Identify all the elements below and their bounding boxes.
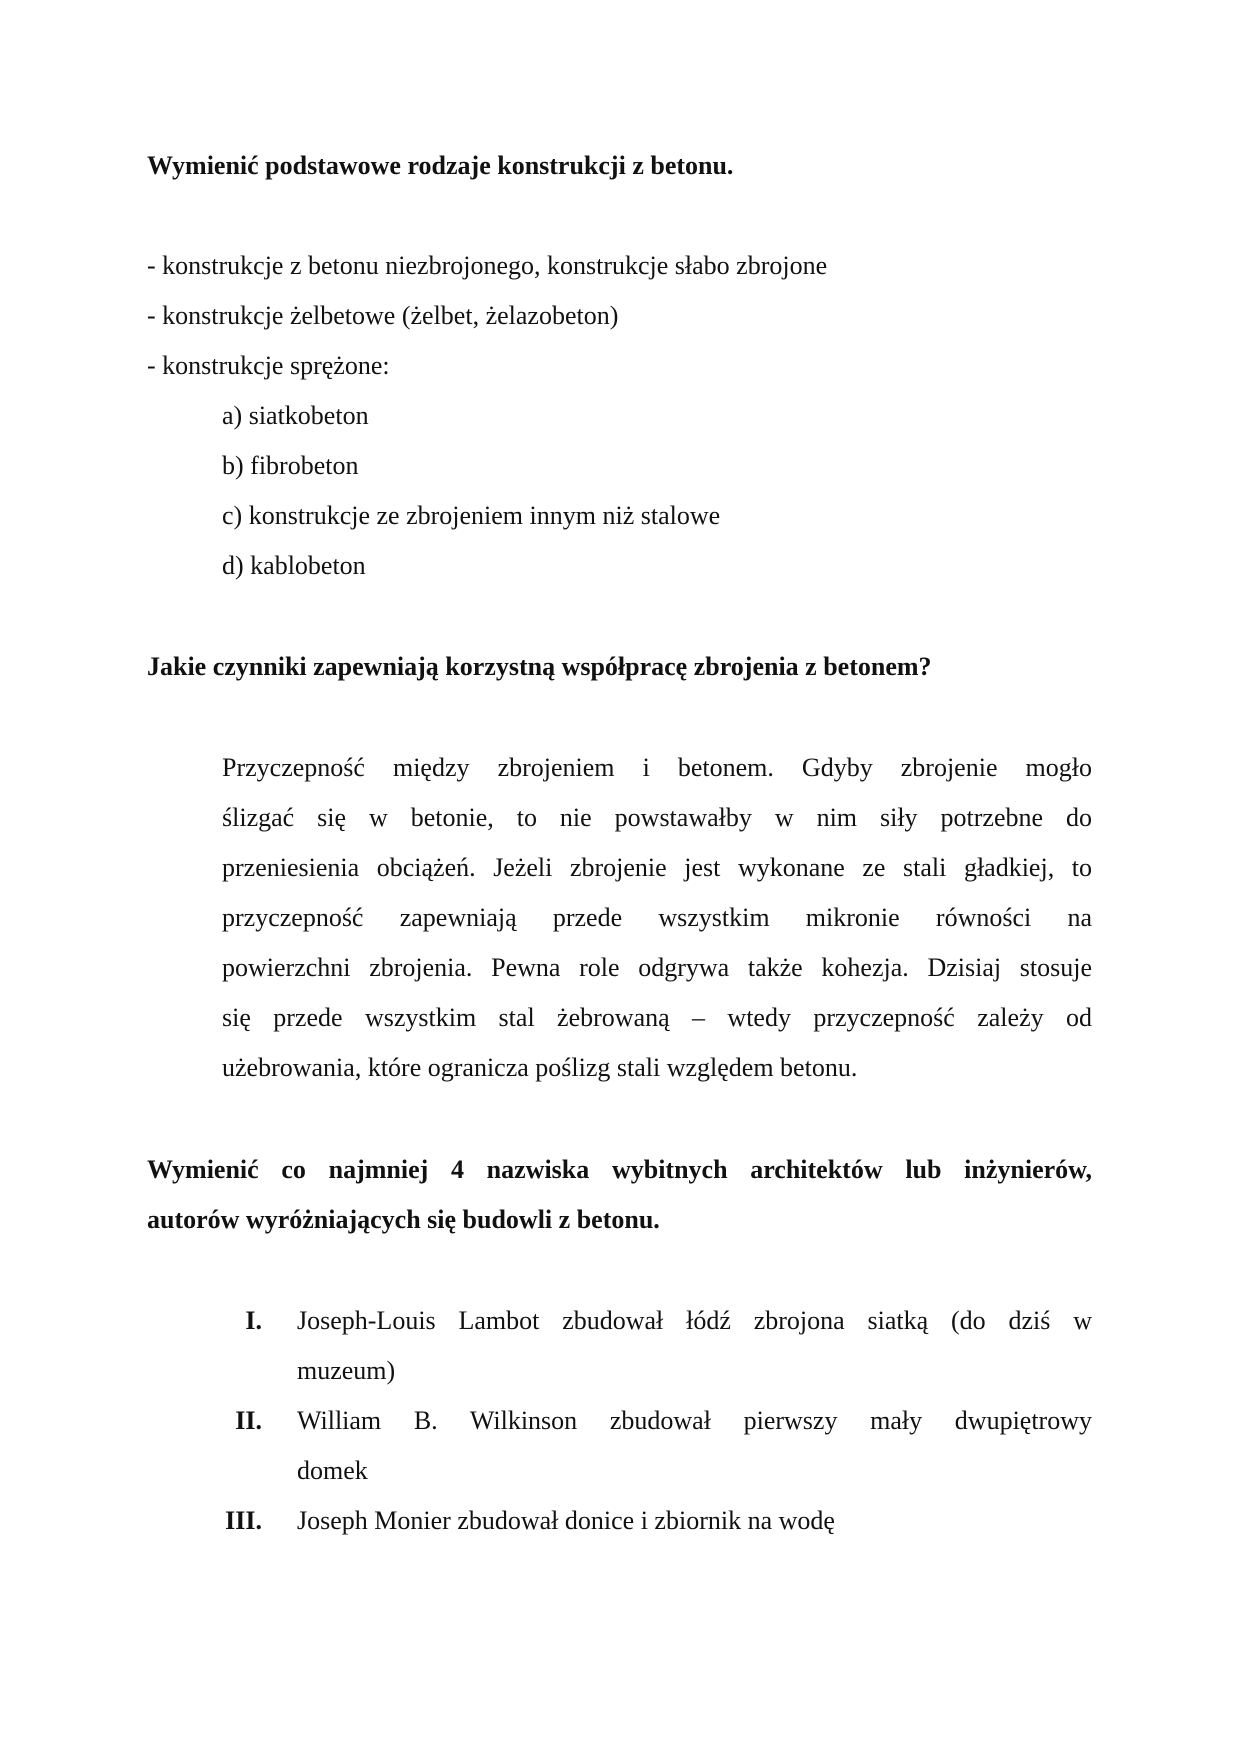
sub-item: c) konstrukcje ze zbrojeniem innym niż stalowe	[222, 501, 721, 530]
paragraph-line: ślizgać się w betonie, to nie powstawałby w nim siły potrzebne do	[222, 803, 1092, 832]
paragraph-line: powierzchni zbrojenia. Pewna role odgrywa także kohezja. Dzisiaj stosuje	[222, 953, 1092, 982]
section3-heading-line: autorów wyróżniających się budowli z betonu.	[147, 1205, 660, 1234]
paragraph-line: się przede wszystkim stal żebrowaną – wtedy przyczepność zależy od	[222, 1003, 1092, 1032]
sub-item: b) fibrobeton	[222, 451, 359, 480]
list-numeral: I.	[245, 1306, 262, 1335]
bullet-item: - konstrukcje sprężone:	[147, 351, 390, 380]
paragraph-line: Przyczepność między zbrojeniem i betonem. Gdyby zbrojenie mogło	[222, 753, 1092, 782]
list-item-line: Joseph-Louis Lambot zbudował łódź zbrojona siatką (do dziś w	[297, 1306, 1092, 1335]
bullet-item: - konstrukcje żelbetowe (żelbet, żelazobeton)	[147, 301, 619, 330]
paragraph-line: przyczepność zapewniają przede wszystkim mikronie równości na	[222, 903, 1092, 932]
section3-heading-line: Wymienić co najmniej 4 nazwiska wybitnych architektów lub inżynierów,	[147, 1155, 1092, 1184]
list-item-line: Joseph Monier zbudował donice i zbiornik na wodę	[297, 1506, 835, 1535]
list-numeral: III.	[225, 1506, 262, 1535]
list-item-line: William B. Wilkinson zbudował pierwszy mały dwupiętrowy	[297, 1406, 1092, 1435]
paragraph-line: użebrowania, które ogranicza poślizg stali względem betonu.	[222, 1053, 858, 1082]
section2-heading: Jakie czynniki zapewniają korzystną współpracę zbrojenia z betonem?	[147, 652, 932, 681]
paragraph-line: przeniesienia obciążeń. Jeżeli zbrojenie jest wykonane ze stali gładkiej, to	[222, 853, 1092, 882]
list-numeral: II.	[235, 1406, 262, 1435]
list-item-line: domek	[297, 1456, 368, 1485]
sub-item: d) kablobeton	[222, 551, 366, 580]
sub-item: a) siatkobeton	[222, 401, 369, 430]
bullet-item: - konstrukcje z betonu niezbrojonego, konstrukcje słabo zbrojone	[147, 251, 828, 280]
section1-heading: Wymienić podstawowe rodzaje konstrukcji z betonu.	[147, 151, 734, 180]
list-item-line: muzeum)	[297, 1356, 396, 1385]
